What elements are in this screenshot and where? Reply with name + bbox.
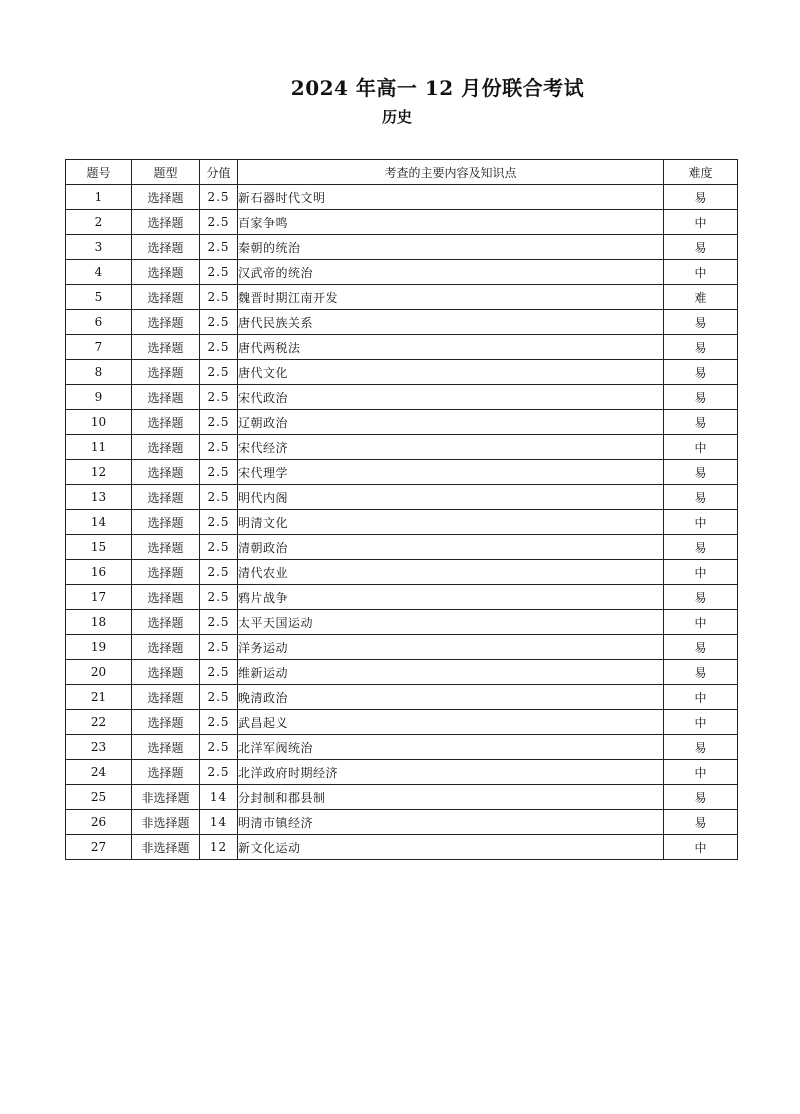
cell-difficulty: 易 (664, 485, 738, 510)
table-row (66, 560, 738, 585)
cell-question-number: 10 (66, 410, 132, 435)
cell-score: 2.5 (200, 660, 238, 685)
cell-content: 太平天国运动 (238, 610, 664, 635)
cell-content: 宋代经济 (238, 435, 664, 460)
cell-question-type: 选择题 (132, 735, 200, 760)
cell-content: 魏晋时期江南开发 (238, 285, 664, 310)
cell-score: 2.5 (200, 235, 238, 260)
table-row (66, 610, 738, 635)
cell-content: 维新运动 (238, 660, 664, 685)
cell-difficulty: 中 (664, 260, 738, 285)
cell-difficulty: 易 (664, 460, 738, 485)
cell-question-number: 17 (66, 585, 132, 610)
cell-question-number: 8 (66, 360, 132, 385)
table-row (66, 760, 738, 785)
table-row (66, 735, 738, 760)
cell-question-type: 选择题 (132, 510, 200, 535)
cell-difficulty: 中 (664, 210, 738, 235)
cell-question-type: 选择题 (132, 460, 200, 485)
cell-difficulty: 中 (664, 685, 738, 710)
cell-question-number: 22 (66, 710, 132, 735)
cell-score: 2.5 (200, 410, 238, 435)
cell-content: 百家争鸣 (238, 210, 664, 235)
table-row (66, 460, 738, 485)
cell-content: 明代内阁 (238, 485, 664, 510)
cell-content: 清代农业 (238, 560, 664, 585)
cell-score: 2.5 (200, 710, 238, 735)
table-row (66, 235, 738, 260)
document-title: 2024 年高一 12 月份联合考试 (290, 76, 585, 100)
table-row (66, 835, 738, 860)
cell-question-number: 21 (66, 685, 132, 710)
cell-question-number: 26 (66, 810, 132, 835)
cell-difficulty: 易 (664, 785, 738, 810)
cell-difficulty: 易 (664, 335, 738, 360)
cell-content: 分封制和郡县制 (238, 785, 664, 810)
cell-difficulty: 易 (664, 735, 738, 760)
cell-question-number: 13 (66, 485, 132, 510)
cell-question-type: 选择题 (132, 210, 200, 235)
table-row (66, 535, 738, 560)
cell-question-type: 选择题 (132, 710, 200, 735)
cell-question-number: 3 (66, 235, 132, 260)
cell-content: 鸦片战争 (238, 585, 664, 610)
cell-question-number: 9 (66, 385, 132, 410)
cell-question-number: 25 (66, 785, 132, 810)
cell-score: 2.5 (200, 760, 238, 785)
cell-difficulty: 易 (664, 360, 738, 385)
cell-question-type: 选择题 (132, 360, 200, 385)
cell-question-number: 20 (66, 660, 132, 685)
cell-question-type: 选择题 (132, 185, 200, 210)
cell-score: 2.5 (200, 535, 238, 560)
cell-content: 晚清政治 (238, 685, 664, 710)
cell-score: 2.5 (200, 435, 238, 460)
cell-difficulty: 易 (664, 810, 738, 835)
table-row (66, 310, 738, 335)
cell-question-type: 选择题 (132, 485, 200, 510)
cell-score: 12 (200, 835, 238, 860)
cell-question-type: 非选择题 (132, 835, 200, 860)
cell-question-type: 选择题 (132, 285, 200, 310)
cell-content: 清朝政治 (238, 535, 664, 560)
cell-difficulty: 易 (664, 660, 738, 685)
cell-question-number: 11 (66, 435, 132, 460)
cell-question-type: 选择题 (132, 385, 200, 410)
cell-difficulty: 难 (664, 285, 738, 310)
cell-difficulty: 中 (664, 560, 738, 585)
cell-question-number: 2 (66, 210, 132, 235)
cell-question-type: 选择题 (132, 235, 200, 260)
cell-question-type: 选择题 (132, 585, 200, 610)
cell-difficulty: 中 (664, 710, 738, 735)
cell-question-type: 非选择题 (132, 785, 200, 810)
cell-content: 明清文化 (238, 510, 664, 535)
subject-heading: 历史 (382, 108, 413, 126)
cell-difficulty: 中 (664, 610, 738, 635)
cell-question-type: 选择题 (132, 660, 200, 685)
cell-score: 2.5 (200, 635, 238, 660)
table-row (66, 685, 738, 710)
cell-score: 2.5 (200, 685, 238, 710)
cell-difficulty: 易 (664, 535, 738, 560)
table-row (66, 210, 738, 235)
cell-question-number: 24 (66, 760, 132, 785)
header-content: 考查的主要内容及知识点 (238, 160, 664, 185)
table-header-row (66, 160, 738, 185)
table-row (66, 410, 738, 435)
cell-score: 2.5 (200, 560, 238, 585)
cell-score: 2.5 (200, 385, 238, 410)
cell-score: 2.5 (200, 360, 238, 385)
cell-question-number: 12 (66, 460, 132, 485)
cell-score: 2.5 (200, 310, 238, 335)
cell-difficulty: 中 (664, 435, 738, 460)
cell-score: 2.5 (200, 260, 238, 285)
cell-question-number: 16 (66, 560, 132, 585)
cell-question-type: 选择题 (132, 335, 200, 360)
cell-difficulty: 易 (664, 185, 738, 210)
header-score: 分值 (200, 160, 238, 185)
cell-question-type: 选择题 (132, 410, 200, 435)
cell-score: 2.5 (200, 460, 238, 485)
table-row (66, 185, 738, 210)
cell-question-type: 选择题 (132, 610, 200, 635)
cell-content: 新文化运动 (238, 835, 664, 860)
cell-question-number: 5 (66, 285, 132, 310)
cell-question-number: 19 (66, 635, 132, 660)
cell-difficulty: 易 (664, 635, 738, 660)
cell-difficulty: 易 (664, 310, 738, 335)
cell-content: 北洋政府时期经济 (238, 760, 664, 785)
cell-question-number: 18 (66, 610, 132, 635)
cell-score: 2.5 (200, 735, 238, 760)
cell-difficulty: 中 (664, 760, 738, 785)
cell-question-type: 选择题 (132, 685, 200, 710)
cell-question-type: 选择题 (132, 560, 200, 585)
cell-content: 明清市镇经济 (238, 810, 664, 835)
cell-difficulty: 易 (664, 585, 738, 610)
table-row (66, 360, 738, 385)
table-row (66, 335, 738, 360)
table-row (66, 785, 738, 810)
table-row (66, 385, 738, 410)
header-question-number: 题号 (66, 160, 132, 185)
cell-difficulty: 易 (664, 235, 738, 260)
cell-question-type: 非选择题 (132, 810, 200, 835)
cell-content: 宋代政治 (238, 385, 664, 410)
cell-content: 唐代两税法 (238, 335, 664, 360)
cell-difficulty: 中 (664, 510, 738, 535)
cell-content: 新石器时代文明 (238, 185, 664, 210)
table-row (66, 260, 738, 285)
cell-question-number: 4 (66, 260, 132, 285)
cell-difficulty: 中 (664, 835, 738, 860)
table-row (66, 510, 738, 535)
cell-question-type: 选择题 (132, 310, 200, 335)
cell-question-number: 14 (66, 510, 132, 535)
table-row (66, 485, 738, 510)
cell-question-number: 15 (66, 535, 132, 560)
cell-question-type: 选择题 (132, 435, 200, 460)
cell-score: 2.5 (200, 585, 238, 610)
cell-content: 洋务运动 (238, 635, 664, 660)
cell-question-number: 7 (66, 335, 132, 360)
table-row (66, 435, 738, 460)
cell-score: 14 (200, 785, 238, 810)
cell-question-type: 选择题 (132, 635, 200, 660)
cell-content: 唐代民族关系 (238, 310, 664, 335)
exam-spec-table (65, 159, 738, 860)
cell-score: 14 (200, 810, 238, 835)
cell-score: 2.5 (200, 285, 238, 310)
cell-difficulty: 易 (664, 410, 738, 435)
cell-content: 北洋军阀统治 (238, 735, 664, 760)
cell-score: 2.5 (200, 510, 238, 535)
cell-question-number: 23 (66, 735, 132, 760)
cell-question-type: 选择题 (132, 535, 200, 560)
cell-score: 2.5 (200, 210, 238, 235)
cell-content: 武昌起义 (238, 710, 664, 735)
table-row (66, 660, 738, 685)
cell-question-number: 27 (66, 835, 132, 860)
cell-score: 2.5 (200, 485, 238, 510)
cell-score: 2.5 (200, 185, 238, 210)
cell-content: 汉武帝的统治 (238, 260, 664, 285)
cell-score: 2.5 (200, 610, 238, 635)
cell-question-number: 6 (66, 310, 132, 335)
table-row (66, 810, 738, 835)
header-difficulty: 难度 (664, 160, 738, 185)
cell-question-number: 1 (66, 185, 132, 210)
cell-question-type: 选择题 (132, 760, 200, 785)
cell-content: 唐代文化 (238, 360, 664, 385)
header-question-type: 题型 (132, 160, 200, 185)
cell-content: 辽朝政治 (238, 410, 664, 435)
table-row (66, 285, 738, 310)
cell-score: 2.5 (200, 335, 238, 360)
table-row (66, 585, 738, 610)
cell-content: 秦朝的统治 (238, 235, 664, 260)
cell-content: 宋代理学 (238, 460, 664, 485)
table-body (66, 185, 738, 860)
table-row (66, 710, 738, 735)
table-row (66, 635, 738, 660)
cell-difficulty: 易 (664, 385, 738, 410)
cell-question-type: 选择题 (132, 260, 200, 285)
